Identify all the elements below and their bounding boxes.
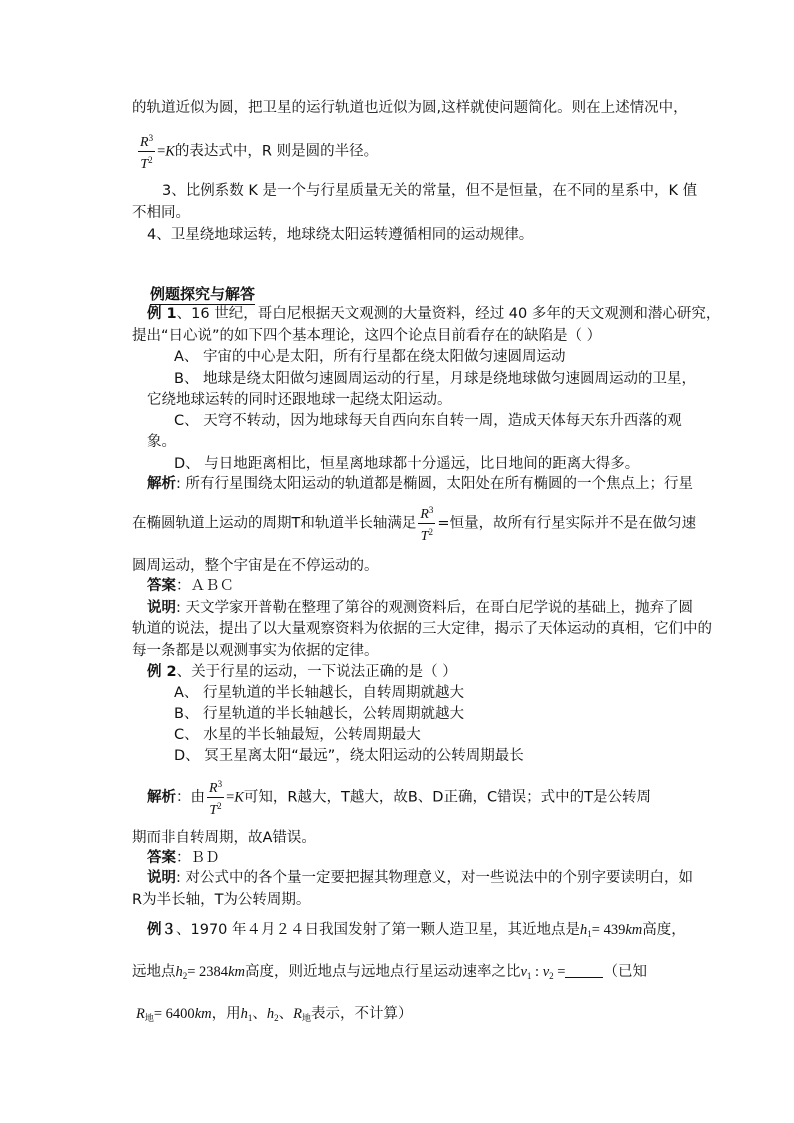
ex1-option-a: A、 宇宙的中心是太阳，所有行星都在绕太阳做匀速圆周运动: [174, 349, 566, 365]
ex2-analysis-2: 期而非自转周期，故A错误。: [132, 830, 316, 846]
intro-line-4: 不相同。: [132, 205, 190, 221]
kepler-formula: $\frac{R^3}{T^2}$: [138, 130, 155, 173]
ex1-line-2: 提出“日心说”的如下四个基本理论，这四个论点目前看存在的缺陷是（ ）: [132, 328, 602, 344]
ex1-answer: 答案：ＡＢＣ: [147, 578, 234, 594]
ex2-answer: 答案：ＢＤ: [147, 850, 220, 866]
ex1-note-2: 轨道的说法，提出了以大量观察资料为依据的三大定律，揭示了天体运动的真相，它们中的: [132, 621, 712, 637]
ex1-analysis-2: 在椭圆轨道上运动的周期T和轨道半长轴满足 $\frac{R^3}{T^2}$ =恒量，故所有行星实际并不是在做匀速: [132, 502, 696, 545]
ex2-note-2: R为半长轴，T为公转周期。: [132, 892, 311, 908]
ex2-option-c: C、 水星的半长轴最短，公转周期最大: [174, 727, 421, 743]
intro-line-5: 4、卫星绕地球运转，地球绕太阳运转遵循相同的运动规律。: [147, 227, 534, 243]
ex3-line-2: 远地点$h_2= 2384km$高度，则近地点与远地点行星运动速率之比$v_1$ : $v_2$ = （已知: [132, 964, 647, 981]
ex1-option-b-2: 它绕地球运转的同时还跟地球一起绕太阳运动。: [147, 392, 452, 408]
ex1-analysis-1: 解析: 所有行星围绕太阳运动的轨道都是椭圆，太阳处在所有椭圆的一个焦点上；行星: [147, 476, 693, 492]
intro-line-2: $\frac{R^3}{T^2}$ =K的表达式中，R 则是圆的半径。: [136, 130, 378, 173]
ex1-line-1: 例 1、16 世纪，哥白尼根据天文观测的大量资料，经过 40 多年的天文观测和潜心研究，: [147, 306, 721, 322]
ex2-option-b: B、 行星轨道的半长轴越长，公转周期就越大: [174, 706, 465, 722]
ex3-line-3: $R_地= 6400km$，用$h_1$、$h_2$、$R_地$表示，不计算）: [136, 1006, 413, 1023]
kepler-formula: $\frac{R^3}{T^2}$: [418, 502, 435, 545]
ex2-analysis-1: 解析：由 $\frac{R^3}{T^2}$ =K可知，R越大，T越大，故B、D正确，C错误；式中的T是公转周: [147, 776, 651, 819]
answer-blank[interactable]: [565, 963, 603, 978]
intro-line-1: 的轨道近似为圆，把卫星的运行轨道也近似为圆,这样就使问题简化。则在上述情况中，: [132, 100, 688, 116]
ex1-option-c-2: 象。: [147, 434, 176, 450]
ex2-line-1: 例 2、关于行星的运动，一下说法正确的是（ ）: [147, 664, 457, 680]
kepler-formula: $\frac{R^3}{T^2}$: [207, 776, 224, 819]
ex3-line-1: 例３、1970 年４月２４日我国发射了第一颗人造卫星，其近地点是$h_1= 439km$高度，: [147, 922, 686, 939]
ex1-note-1: 说明: 天文学家开普勒在整理了第谷的观测资料后，在哥白尼学说的基础上，抛弃了圆: [147, 600, 693, 616]
ex1-option-c-1: C、 天穹不转动，因为地球每天自西向东自转一周，造成天体每天东升西落的观: [174, 413, 682, 429]
ex2-note-1: 说明: 对公式中的各个量一定要把握其物理意义，对一些说法中的个别字要读明白，如: [147, 870, 693, 886]
intro-line-3: 3、比例系数 K 是一个与行星质量无关的常量，但不是恒量，在不同的星系中，K 值: [162, 183, 698, 199]
ex1-option-d: D、 与日地距离相比，恒星离地球都十分遥远，比日地间的距离大得多。: [174, 456, 640, 472]
section-title: 例题探究与解答: [150, 285, 256, 303]
ex2-option-d: D、 冥王星离太阳“最远”，绕太阳运动的公转周期最长: [174, 748, 524, 764]
ex1-analysis-3: 圆周运动，整个宇宙是在不停运动的。: [132, 558, 379, 574]
ex1-note-3: 每一条都是以观测事实为依据的定律。: [132, 643, 379, 659]
ex1-option-b-1: B、 地球是绕太阳做匀速圆周运动的行星，月球是绕地球做匀速圆周运动的卫星，: [174, 371, 697, 387]
ex2-option-a: A、 行星轨道的半长轴越长，自转周期就越大: [174, 685, 465, 701]
